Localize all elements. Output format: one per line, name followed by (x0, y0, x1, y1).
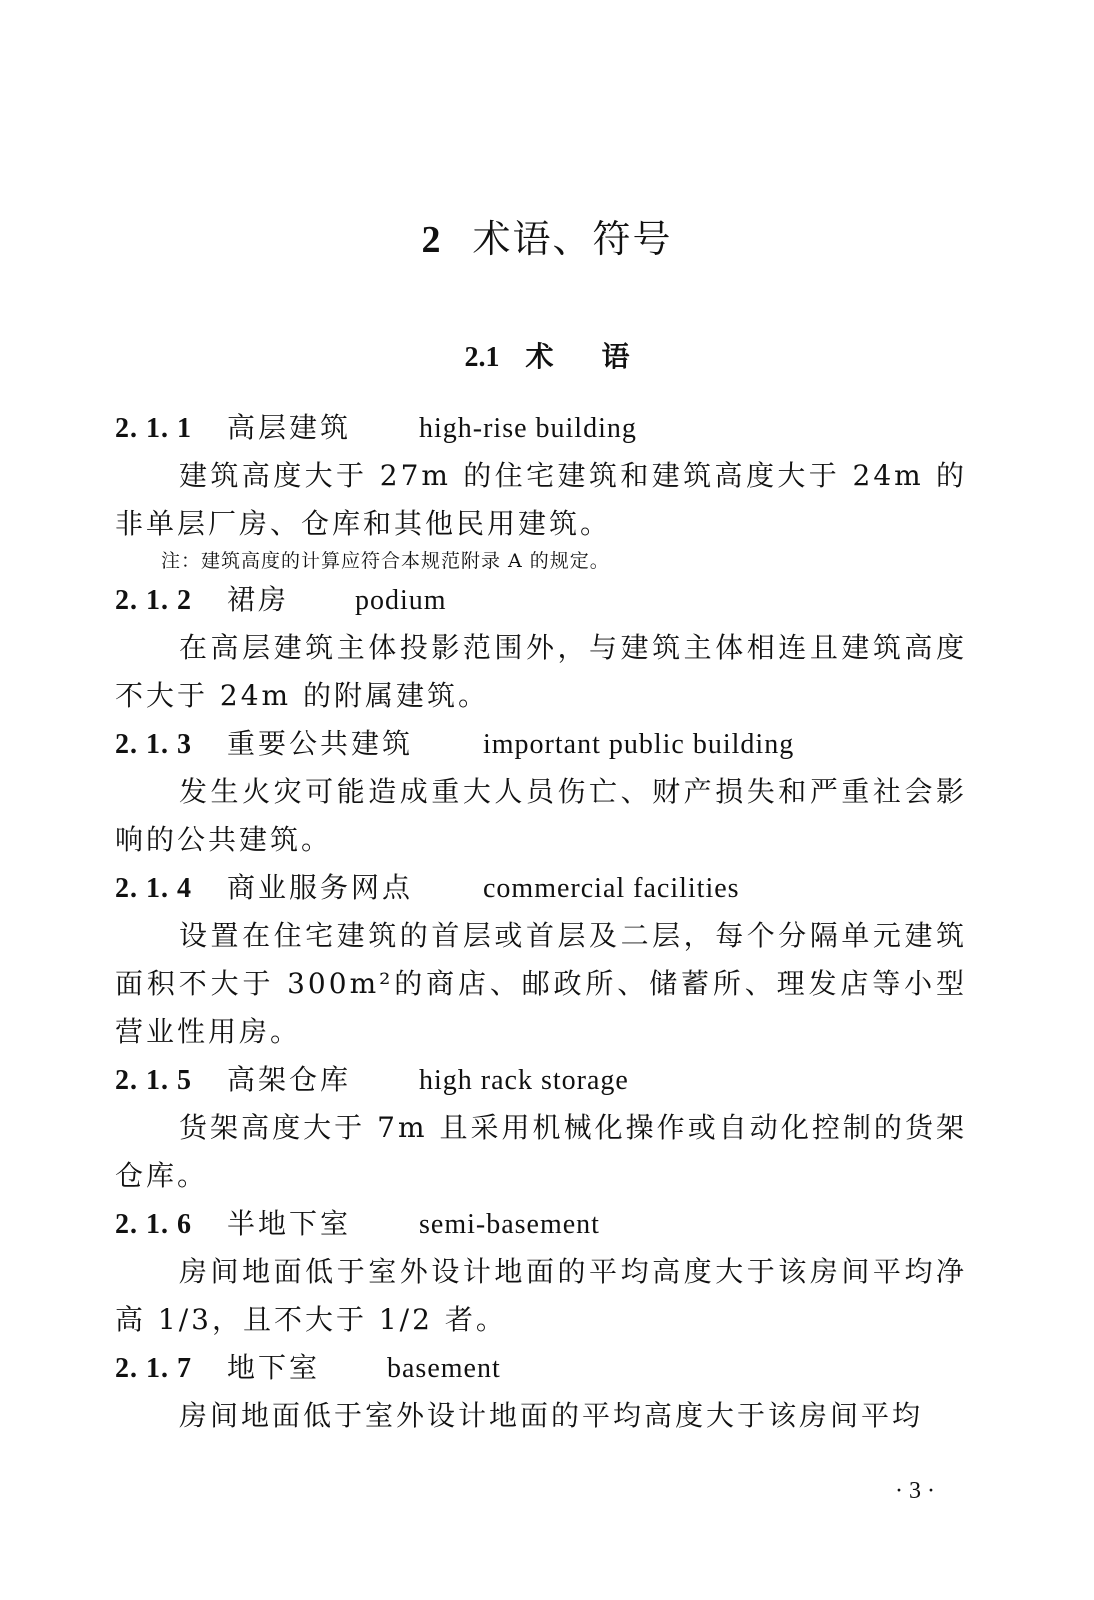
term-chinese: 重要公共建筑 (227, 727, 414, 760)
term-chinese: 半地下室 (227, 1207, 352, 1240)
term-chinese: 裙房 (227, 583, 290, 616)
term-english: basement (387, 1353, 501, 1384)
chapter-number: 2 (421, 219, 443, 261)
term-english: important public building (483, 729, 795, 760)
term-english: high-rise building (419, 413, 637, 444)
term-heading (115, 1344, 967, 1392)
chapter-title (0, 208, 1094, 263)
term-definition: 设置在住宅建筑的首层或首层及二层，每个分隔单元建筑面积不大于 300m²的商店、邮政所、储蓄所、理发店等小型营业性用房。 (115, 919, 967, 1048)
term-definition: 建筑高度大于 27m 的住宅建筑和建筑高度大于 24m 的非单层厂房、仓库和其他民用建筑。 (115, 459, 967, 540)
term-number: 2. 1. 5 (115, 1065, 192, 1096)
term-number: 2. 1. 2 (115, 585, 192, 616)
term-number: 2. 1. 7 (115, 1353, 192, 1384)
term-definition: 房间地面低于室外设计地面的平均高度大于该房间平均净高 1/3，且不大于 1/2 者。 (115, 1255, 967, 1336)
section-title (0, 335, 1094, 375)
term-number: 2. 1. 4 (115, 873, 192, 904)
term-number: 2. 1. 1 (115, 413, 192, 444)
chapter-title-text: 术语、符号 (472, 217, 673, 261)
term-number: 2. 1. 3 (115, 729, 192, 760)
term-chinese: 高架仓库 (227, 1063, 352, 1096)
term-definition: 发生火灾可能造成重大人员伤亡、财产损失和严重社会影响的公共建筑。 (115, 775, 967, 856)
term-chinese: 商业服务网点 (227, 871, 414, 904)
term-chinese: 地下室 (227, 1351, 321, 1384)
term-note: 注：建筑高度的计算应符合本规范附录 A 的规定。 (161, 550, 610, 572)
term-definition: 房间地面低于室外设计地面的平均高度大于该房间平均 (179, 1399, 924, 1432)
term-heading (115, 404, 967, 452)
term-definition: 在高层建筑主体投影范围外，与建筑主体相连且建筑高度不大于 24m 的附属建筑。 (115, 631, 967, 712)
term-english: commercial facilities (483, 873, 740, 904)
term-heading (115, 576, 967, 624)
section-title-char-2: 语 (601, 340, 630, 373)
term-english: podium (355, 585, 447, 616)
term-english: high rack storage (419, 1065, 629, 1096)
term-heading (115, 864, 967, 912)
term-number: 2. 1. 6 (115, 1209, 192, 1240)
section-title-char-1: 术 (525, 340, 554, 373)
term-heading (115, 720, 967, 768)
page-number: · 3 · (895, 1478, 935, 1504)
term-heading (115, 1200, 967, 1248)
term-english: semi-basement (419, 1209, 600, 1240)
term-chinese: 高层建筑 (227, 411, 352, 444)
terms-list (115, 404, 967, 1440)
term-heading (115, 1056, 967, 1104)
section-number: 2.1 (464, 342, 500, 373)
term-definition: 货架高度大于 7m 且采用机械化操作或自动化控制的货架仓库。 (115, 1111, 967, 1192)
